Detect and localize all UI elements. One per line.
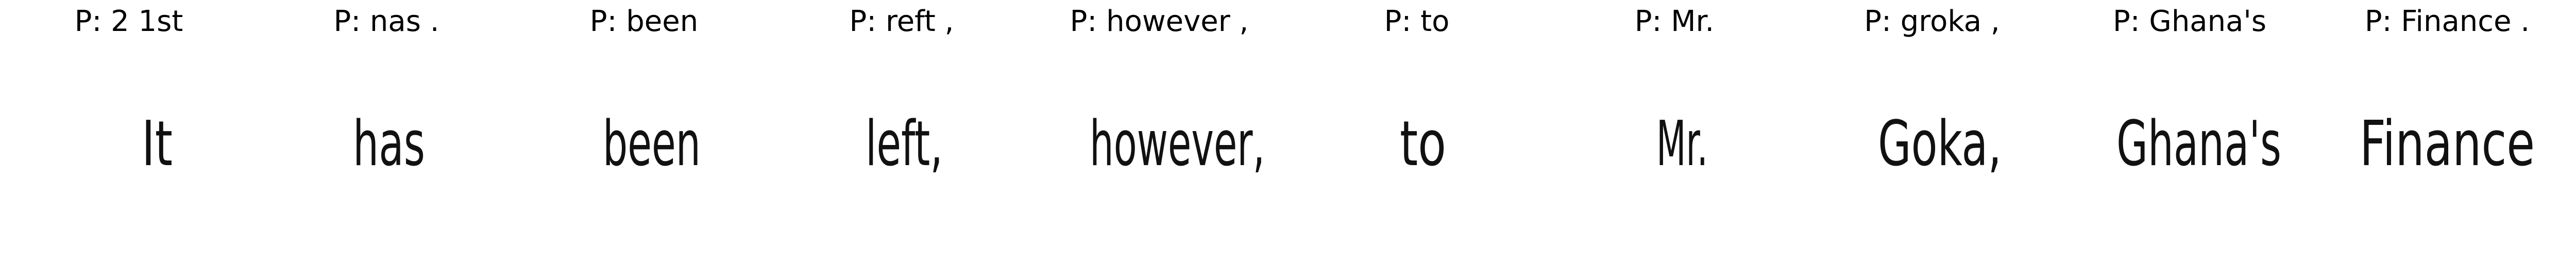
prediction-label: P: to <box>1384 5 1450 38</box>
handwritten-word: left, <box>866 108 943 180</box>
prediction-label: P: reft , <box>849 5 954 38</box>
prediction-label: P: Finance . <box>2364 5 2530 38</box>
sample-panel <box>0 0 258 258</box>
handwritten-word-image <box>515 88 773 201</box>
handwritten-word: Ghana's <box>2116 108 2281 180</box>
handwritten-word-image <box>0 88 258 201</box>
prediction-label: P: 2 1st <box>74 5 183 38</box>
handwritten-word-image <box>2318 88 2576 201</box>
sample-panel <box>1030 0 1288 258</box>
prediction-label: P: however , <box>1070 5 1249 38</box>
prediction-label: P: groka , <box>1864 5 2000 38</box>
sample-panel <box>773 0 1030 258</box>
handwritten-word: Mr. <box>1656 108 1708 180</box>
handwritten-word-image <box>2061 88 2318 201</box>
handwritten-word: Goka, <box>1878 108 2002 180</box>
handwritten-word: however, <box>1090 108 1265 180</box>
sample-panel <box>258 0 515 258</box>
prediction-label: P: been <box>589 5 699 38</box>
sample-panel <box>1803 0 2061 258</box>
handwritten-word-image <box>773 88 1030 201</box>
handwritten-word: Finance <box>2360 108 2535 180</box>
sample-panel <box>2061 0 2318 258</box>
sample-panel <box>1546 0 1803 258</box>
sample-panel <box>1288 0 1546 258</box>
handwritten-word-image <box>1030 88 1288 201</box>
handwritten-word-image <box>1803 88 2061 201</box>
sample-panel <box>2318 0 2576 258</box>
prediction-label: P: Mr. <box>1634 5 1715 38</box>
prediction-label: P: nas . <box>333 5 439 38</box>
sample-panel <box>515 0 773 258</box>
handwritten-word-image <box>1288 88 1546 201</box>
handwritten-word-image <box>258 88 515 201</box>
prediction-label: P: Ghana's <box>2112 5 2267 38</box>
handwritten-word: been <box>603 108 701 180</box>
handwritten-word: It <box>142 108 173 180</box>
handwritten-word-image <box>1546 88 1803 201</box>
handwritten-word: to <box>1400 108 1446 180</box>
handwritten-word: has <box>353 108 425 180</box>
